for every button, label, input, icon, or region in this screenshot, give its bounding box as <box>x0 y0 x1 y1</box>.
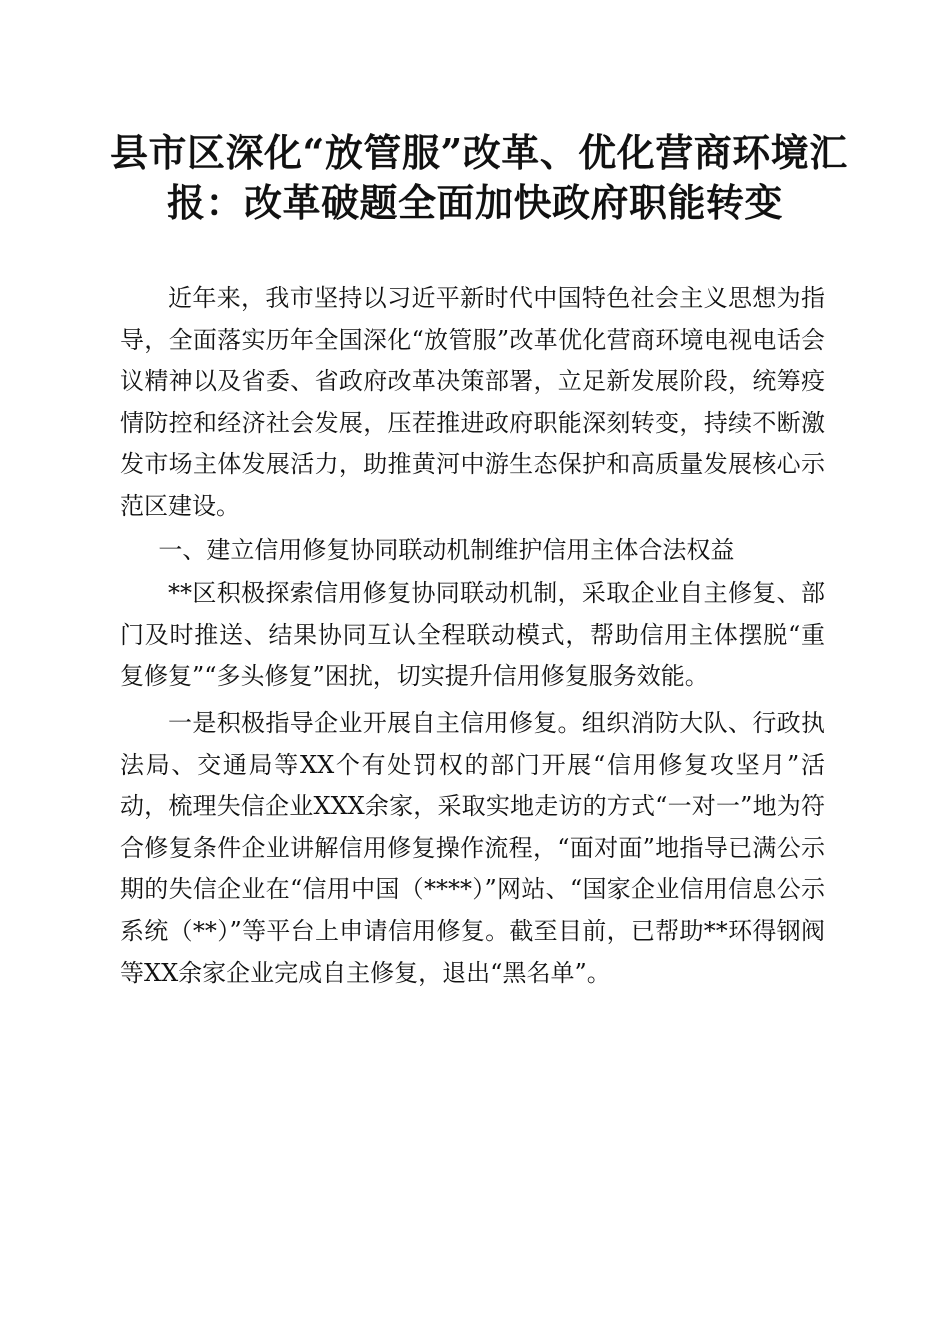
title-line-1: 县市区深化“放管服”改革、优化营商环境汇 <box>110 130 848 175</box>
document-title <box>110 128 848 228</box>
point-1-body: 组织消防大队、行政执法局、交通局等XX个有处罚权的部门开展“信用修复攻坚月”活动，梳理失信企业XXX余家，采取实地走访的方式“一对一”地为符合修复条件企业讲解信用修复操作流程，“面对面”地指导已满公示期的失信企业在“信用中国（****）”网站、“国家企业信用信息公示系统（**）”等平台上申请信用修复。截至目前，已帮助**环得钢阀等XX余家企业完成自主修复，退出“黑名单”。 <box>120 708 826 987</box>
point-1-lead: 一是积极指导企业开展自主信用修复。 <box>168 708 582 737</box>
intro-paragraph: 近年来，我市坚持以习近平新时代中国特色社会主义思想为指导，全面落实历年全国深化“放管服”改革优化营商环境电视电话会议精神以及省委、省政府改革决策部署，立足新发展阶段，统筹疫情防控和经济社会发展，压茬推进政府职能深刻转变，持续不断激发市场主体发展活力，助推黄河中游生态保护和高质量发展核心示范区建设。 <box>120 284 825 520</box>
point-1-paragraph <box>120 703 825 994</box>
title-line-2: 报：改革破题全面加快政府职能转变 <box>166 180 783 225</box>
section-heading-1: 一、建立信用修复协同联动机制维护信用主体合法权益 <box>158 535 735 564</box>
section-1-paragraph: **区积极探索信用修复协同联动机制，采取企业自主修复、部门及时推送、结果协同互认全程联动模式，帮助信用主体摆脱“重复修复”“多头修复”困扰，切实提升信用修复服务效能。 <box>120 579 825 691</box>
document-body <box>120 278 825 994</box>
